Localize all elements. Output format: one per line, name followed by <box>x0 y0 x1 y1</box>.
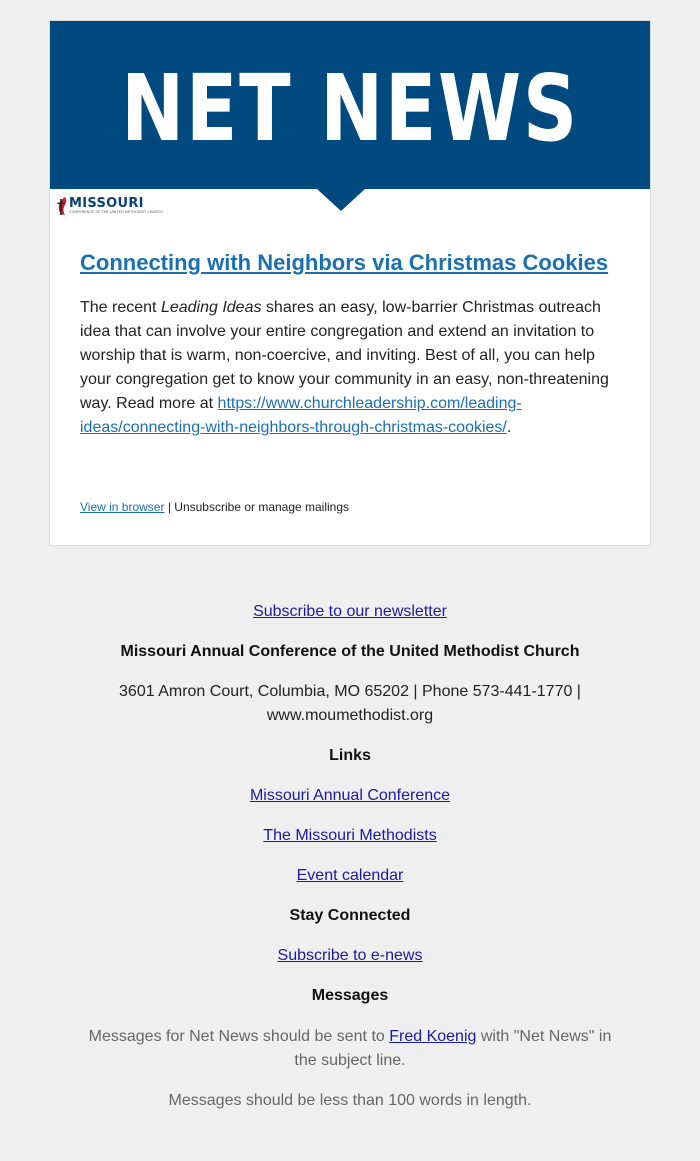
org-name: Missouri Annual Conference of the United Methodist Church <box>120 643 580 660</box>
event-calendar-link[interactable]: Event calendar <box>296 867 404 884</box>
article-headline-link[interactable]: Connecting with Neighbors via Christmas Cookies <box>80 250 609 275</box>
article-body <box>80 296 625 440</box>
messages-text-start: Messages for Net News should be sent to <box>88 1028 390 1045</box>
header-banner <box>50 21 650 189</box>
messages-instructions <box>80 1025 620 1073</box>
links-heading: Links <box>329 747 371 764</box>
view-in-browser-link[interactable]: View in browser <box>80 500 165 514</box>
banner-notch <box>317 189 365 211</box>
banner-title: NET NEWS <box>121 55 579 162</box>
link-separator: | <box>164 500 175 514</box>
contact-address: 3601 Amron Court, Columbia, MO 65202 | Phone 573-441-1770 | www.moumethodist.org <box>119 683 581 724</box>
article-text-end: . <box>506 419 512 436</box>
messages-heading: Messages <box>311 987 389 1004</box>
stay-connected-heading: Stay Connected <box>289 907 411 924</box>
newsletter-card <box>49 20 651 546</box>
missouri-conference-logo <box>56 195 163 217</box>
messages-length-note: Messages should be less than 100 words in length. <box>168 1092 532 1109</box>
messages-text-end: with "Net News" in the subject line. <box>294 1028 612 1069</box>
missouri-annual-conference-link[interactable]: Missouri Annual Conference <box>249 787 451 804</box>
fred-koenig-link[interactable]: Fred Koenig <box>389 1028 477 1045</box>
cross-flame-icon <box>56 196 68 216</box>
unsubscribe-link[interactable]: Unsubscribe or manage mailings <box>174 500 350 514</box>
article-url-link[interactable]: https://www.churchleadership.com/leading-ideas/connecting-with-neighbors-through-christmas-cookies/ <box>80 395 522 436</box>
missouri-methodists-link[interactable]: The Missouri Methodists <box>263 827 437 844</box>
subscribe-newsletter-link[interactable]: Subscribe to our newsletter <box>253 603 447 620</box>
mailing-links <box>80 500 349 514</box>
logo-subtitle: CONFERENCE OF THE UNITED METHODIST CHURCH <box>69 210 164 215</box>
article-text-middle: shares an easy, low-barrier Christmas outreach idea that can involve your entire congregation and extend an invitation to worship that is warm, non-coercive, and inviting. Best of all, you can help your congregation get to know your community in an easy, non-threatening way. Read more at <box>80 299 609 412</box>
publication-name: Leading Ideas <box>160 299 262 316</box>
article-text-start: The recent <box>80 299 161 316</box>
subscribe-enews-link[interactable]: Subscribe to e-news <box>277 947 423 964</box>
logo-name: MISSOURI <box>69 196 144 212</box>
